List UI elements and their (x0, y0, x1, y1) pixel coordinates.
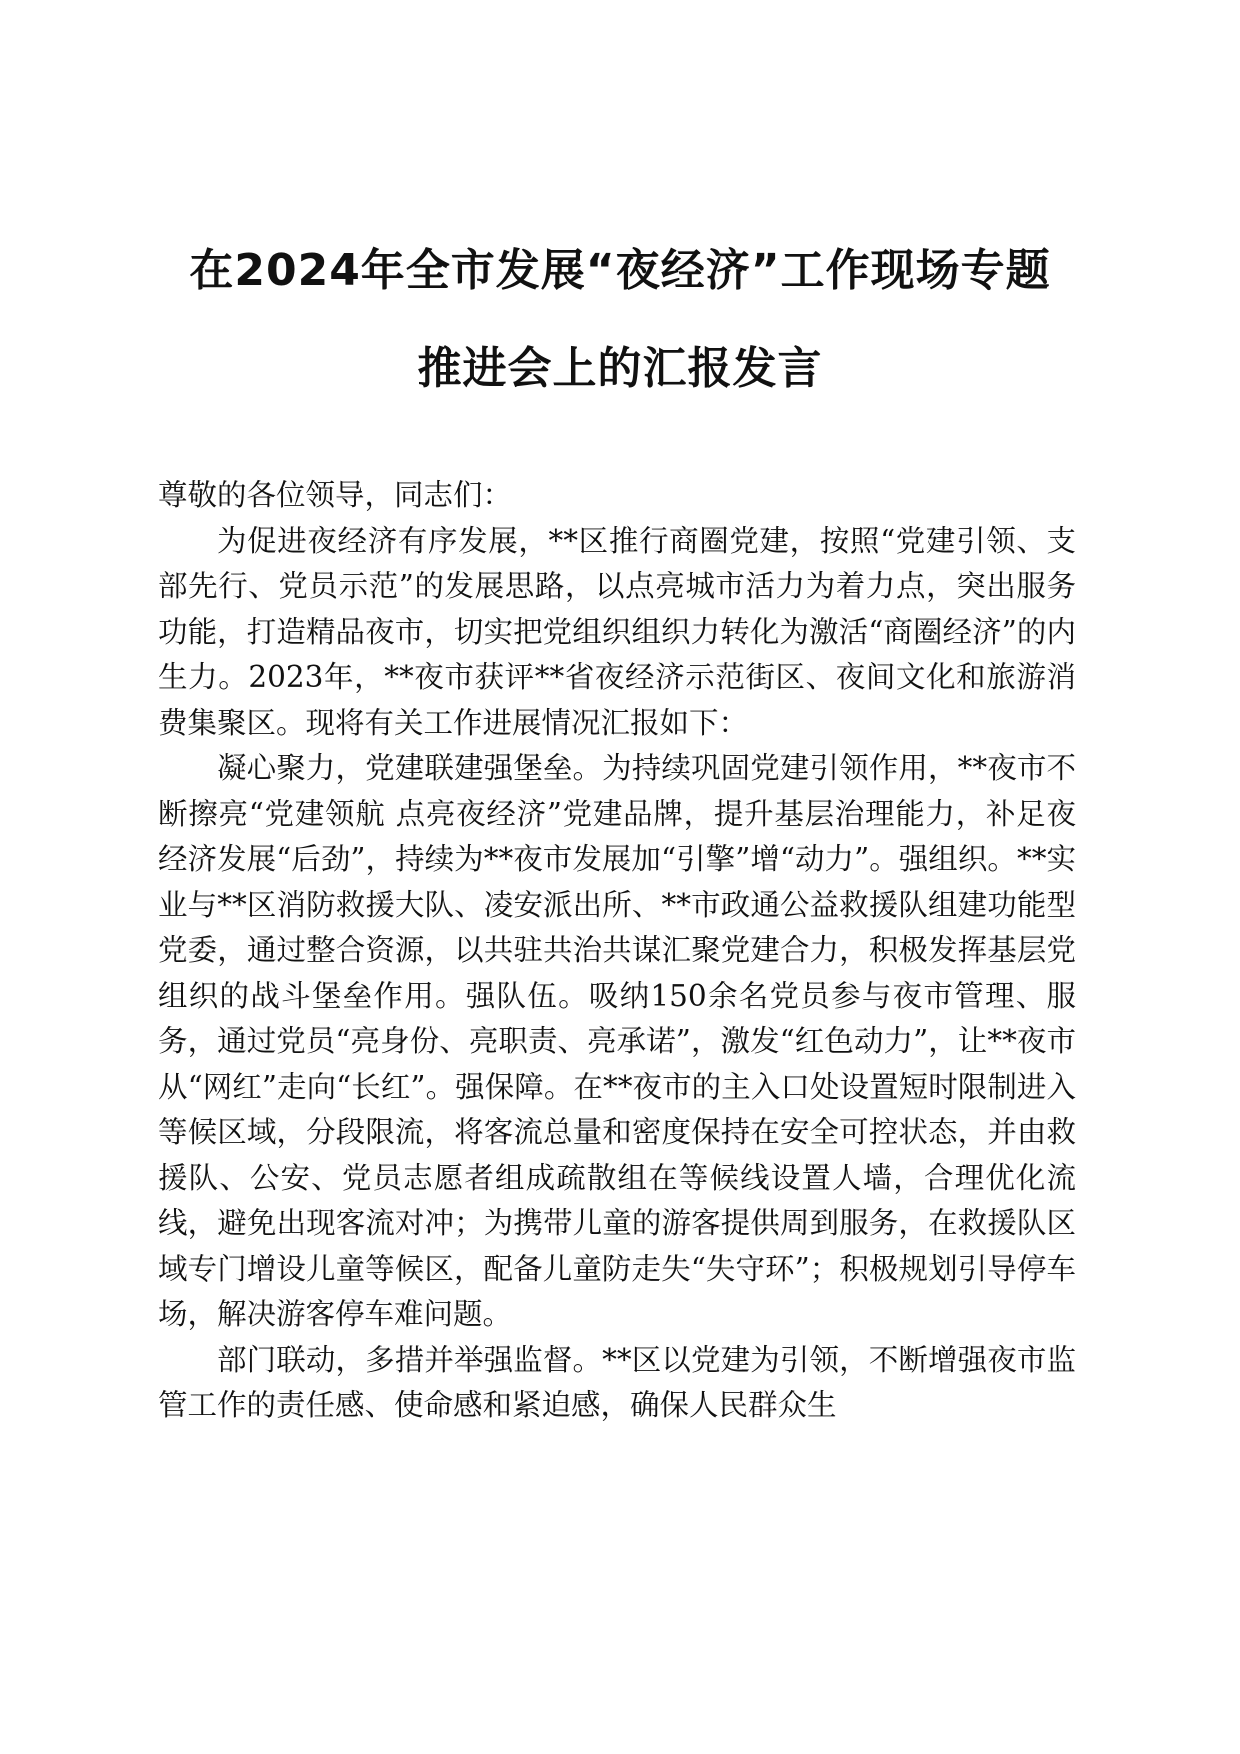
document-title (120, 222, 1120, 418)
paragraph-intro: 为促进夜经济有序发展，**区推行商圈党建，按照“党建引领、支部先行、党员示范”的发展思路，以点亮城市活力为着力点，突出服务功能，打造精品夜市，切实把党组织组织力转化为激活“商圈经济”的内生力。2023年，**夜市获评**省夜经济示范街区、夜间文化和旅游消费集聚区。现将有关工作进展情况汇报如下： (158, 523, 1076, 740)
document-body (158, 473, 1076, 1429)
title-line-1: 在2024年全市发展“夜经济”工作现场专题 (189, 245, 1051, 296)
paragraph-party-building: 凝心聚力，党建联建强堡垒。为持续巩固党建引领作用，**夜市不断擦亮“党建领航 点亮夜经济”党建品牌，提升基层治理能力，补足夜经济发展“后劲”，持续为**夜市发展加“引擎”增“动力”。强组织。**实业与**区消防救援大队、凌安派出所、**市政通公益救援队组建功能型党委，通过整合资源，以共驻共治共谋汇聚党建合力，积极发挥基层党组织的战斗堡垒作用。强队伍。吸纳150余名党员参与夜市管理、服务，通过党员“亮身份、亮职责、亮承诺”，激发“红色动力”，让**夜市从“网红”走向“长红”。强保障。在**夜市的主入口处设置短时限制进入等候区域，分段限流，将客流总量和密度保持在安全可控状态，并由救援队、公安、党员志愿者组成疏散组在等候线设置人墙，合理优化流线，避免出现客流对冲；为携带儿童的游客提供周到服务，在救援队区域专门增设儿童等候区，配备儿童防走失“失守环”；积极规划引导停车场，解决游客停车难问题。 (158, 751, 1076, 1331)
paragraph-supervision: 部门联动，多措并举强监督。**区以党建为引领，不断增强夜市监管工作的责任感、使命感和紧迫感，确保人民群众生 (158, 1342, 1076, 1422)
salutation: 尊敬的各位领导，同志们： (158, 478, 513, 512)
title-line-2: 推进会上的汇报发言 (417, 343, 823, 394)
